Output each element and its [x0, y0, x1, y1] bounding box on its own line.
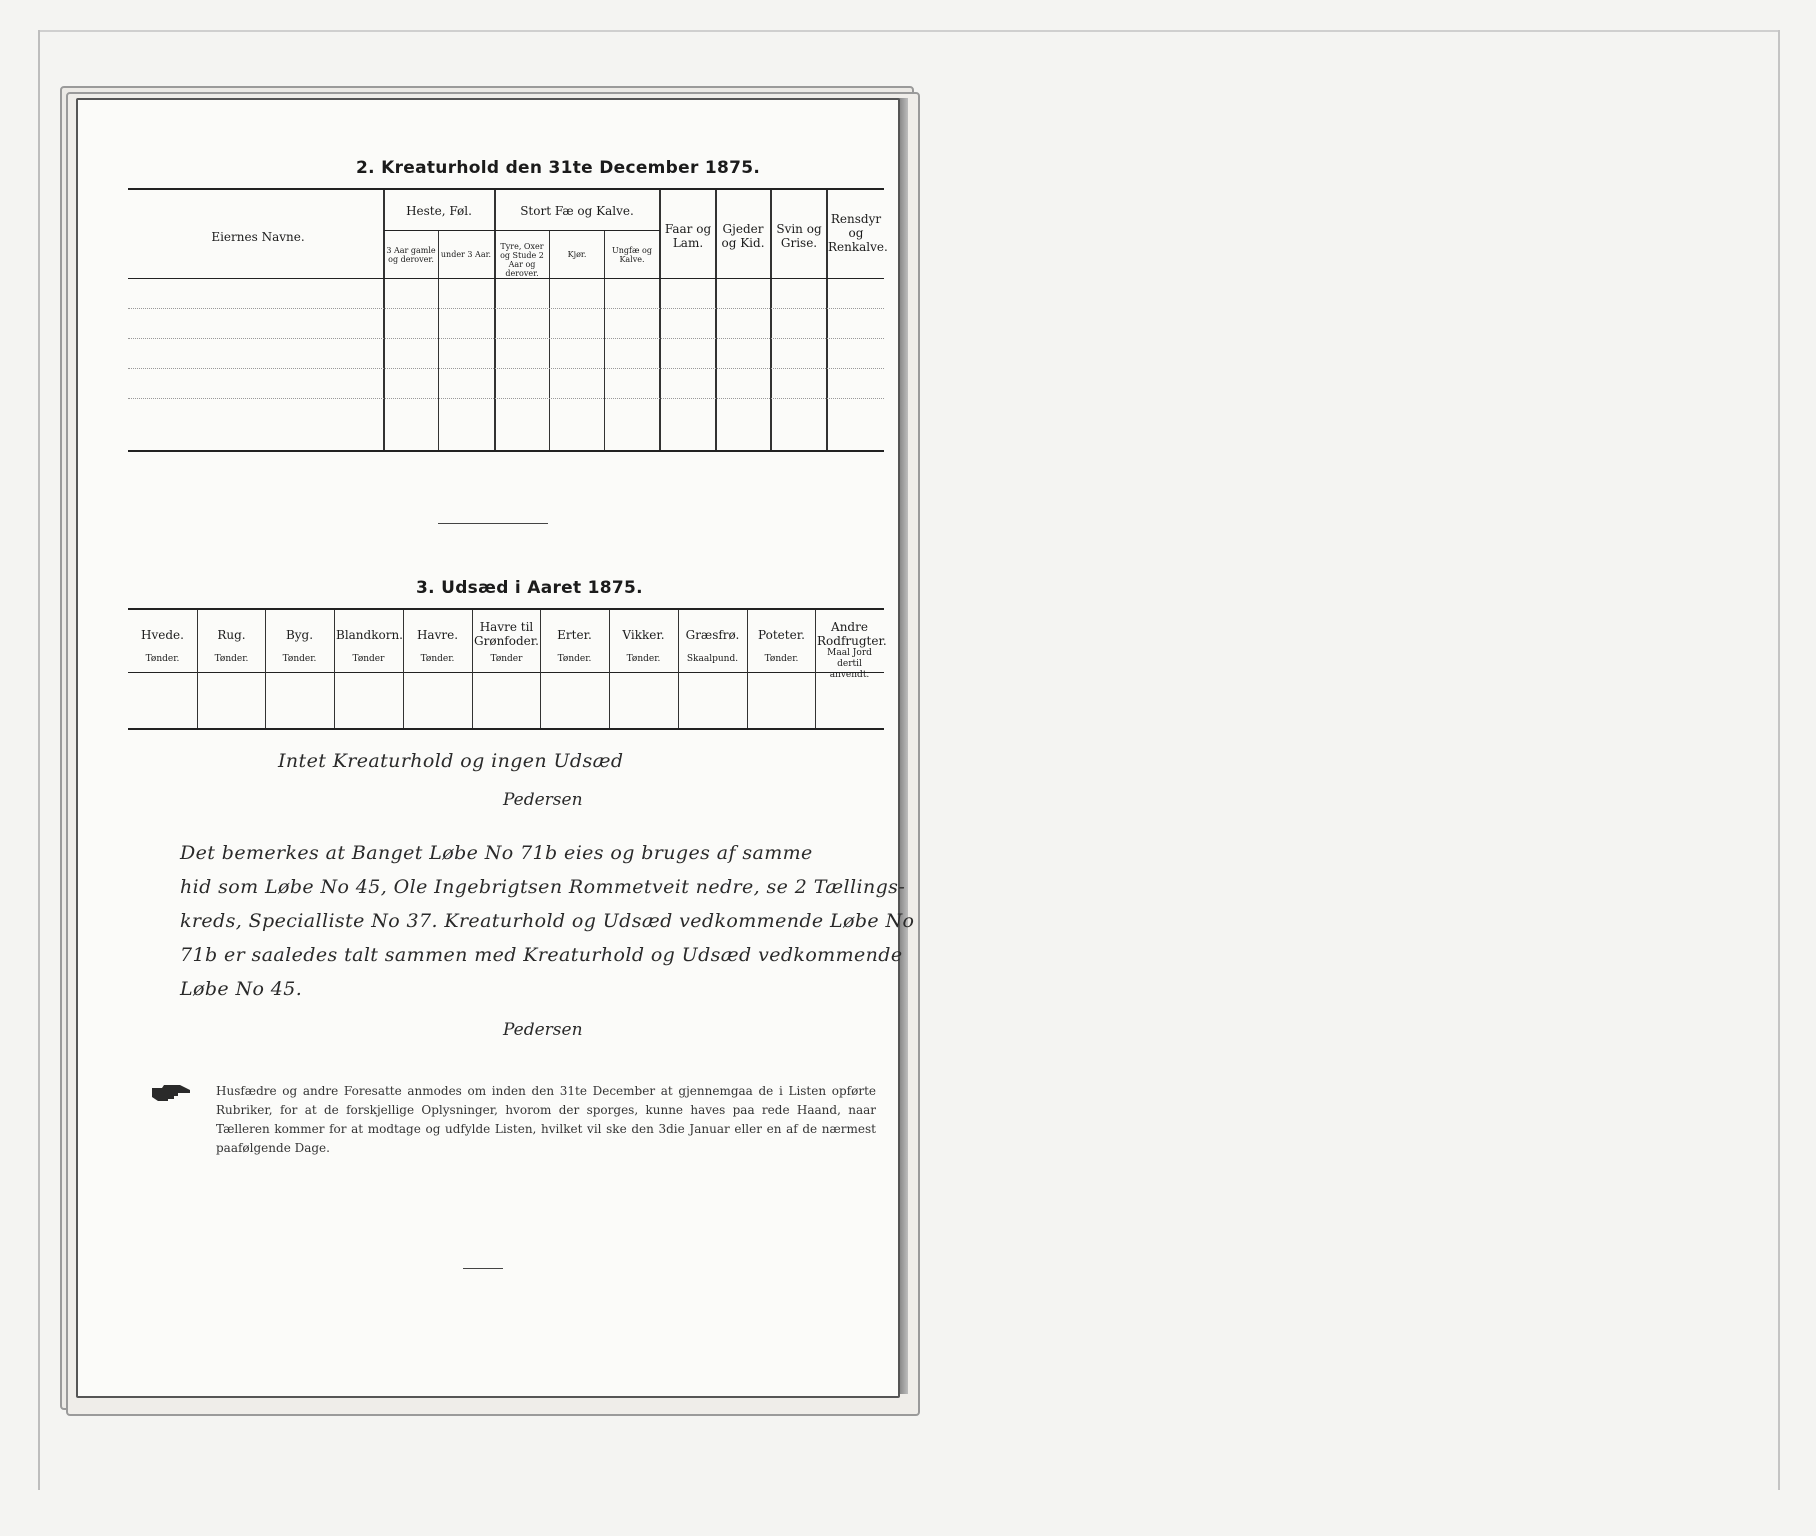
t2-vline [770, 190, 772, 450]
t2-vline [494, 190, 496, 450]
handwritten-signature-1: Pedersen [503, 790, 583, 810]
sowing-col-unit: Tønder [490, 654, 523, 664]
table2-row-line [128, 338, 884, 339]
t2-group-rule [384, 230, 660, 231]
sowing-col-header: Hvede. [141, 628, 184, 642]
reindeer-header: Rensdyr og Renkalve. [828, 212, 888, 254]
census-form-page [76, 98, 915, 1398]
section3-title: 3. Udsæd i Aaret 1875. [416, 578, 643, 598]
table3-bottom-rule [128, 728, 884, 730]
sowing-col-unit: Tønder. [557, 654, 592, 664]
sowing-col-unit: Maal Jord dertil anvendt. [827, 648, 872, 680]
sowing-col-header: Havre til Grønfoder. [474, 620, 539, 648]
sowing-col-unit: Tønder [352, 654, 385, 664]
sowing-col-header: Andre Rodfrugter. [817, 620, 887, 648]
section-divider [438, 523, 548, 524]
handwritten-note-line: Det bemerkes at Banget Løbe No 71b eies og bruges af samme [180, 842, 813, 864]
table2-row-line [128, 398, 884, 399]
t3-vline [334, 610, 335, 728]
sowing-col-unit: Tønder. [626, 654, 661, 664]
scan-border-right [1778, 30, 1780, 1490]
sowing-col-header: Græsfrø. [685, 628, 740, 642]
sowing-col-unit: Skaalpund. [686, 654, 739, 664]
owner-name-header: Eiernes Navne. [211, 230, 305, 244]
table2-header-rule [128, 278, 884, 279]
cattle-group-header: Stort Fæ og Kalve. [520, 204, 634, 218]
handwritten-note-line: kreds, Specialliste No 37. Kreaturhold og Udsæd vedkommende Løbe No [180, 910, 915, 932]
cattle-sub3-header: Ungfæ og Kalve. [612, 246, 652, 264]
scan-border-left [38, 30, 40, 1490]
cattle-sub1-header: Tyre, Oxer og Stude 2 Aar og derover. [500, 242, 544, 278]
t3-vline [540, 610, 541, 728]
scan-border-top [38, 30, 1778, 32]
sheep-header: Faar og Lam. [664, 222, 712, 250]
t3-vline [609, 610, 610, 728]
handwritten-note-line: hid som Løbe No 45, Ole Ingebrigtsen Rommetveit nedre, se 2 Tællings- [180, 876, 906, 898]
table2-row-line [128, 308, 884, 309]
t2-vline [604, 230, 605, 450]
sowing-col-header: Blandkorn. [336, 628, 403, 642]
horses-sub1-header: 3 Aar gamle og derover. [386, 246, 436, 264]
t3-vline [678, 610, 679, 728]
t3-vline [815, 610, 816, 728]
sowing-col-unit: Tønder. [420, 654, 455, 664]
bottom-divider [463, 1268, 503, 1269]
handwritten-note-line: Løbe No 45. [180, 978, 303, 1000]
t3-vline [403, 610, 404, 728]
pigs-header: Svin og Grise. [776, 222, 822, 250]
instruction-notice: Husfædre og andre Foresatte anmodes om inden den 31te December at gjennemgaa de i Listen opførte Rubriker, for at de forskjellige Oplysninger, hvorom der sporges, kunne haves paa rede Haand, naar Tælleren kommer for at modtage og udfylde Listen, hvilket vil ske den 3die Januar eller en af de nærmest paafølgende Dage. [216, 1084, 876, 1155]
t3-vline [265, 610, 266, 728]
t3-vline [747, 610, 748, 728]
sowing-col-unit: Tønder. [145, 654, 180, 664]
t2-vline [659, 190, 661, 450]
t3-vline [197, 610, 198, 728]
sowing-col-header: Byg. [285, 628, 314, 642]
t2-vline [438, 230, 439, 450]
sowing-col-unit: Tønder. [214, 654, 249, 664]
horses-sub2-header: under 3 Aar. [440, 250, 492, 259]
table3-top-rule [128, 608, 884, 610]
t2-vline [383, 190, 385, 450]
t2-vline [715, 190, 717, 450]
goats-header: Gjeder og Kid. [721, 222, 765, 250]
sowing-col-header: Erter. [557, 628, 592, 642]
horses-group-header: Heste, Føl. [406, 204, 472, 218]
pointing-hand-icon [150, 1082, 194, 1104]
t3-vline [472, 610, 473, 728]
sowing-col-header: Poteter. [758, 628, 805, 642]
table2-row-line [128, 368, 884, 369]
handwritten-signature-2: Pedersen [503, 1020, 583, 1040]
sowing-col-unit: Tønder. [764, 654, 799, 664]
sowing-col-unit: Tønder. [282, 654, 317, 664]
handwritten-no-livestock: Intet Kreaturhold og ingen Udsæd [278, 750, 624, 772]
section2-title: 2. Kreaturhold den 31te December 1875. [356, 158, 761, 178]
table3-header-rule [128, 672, 884, 673]
t2-vline [549, 230, 550, 450]
sowing-col-header: Vikker. [622, 628, 665, 642]
sowing-col-header: Havre. [416, 628, 459, 642]
cattle-sub2-header: Kjør. [567, 250, 587, 259]
sowing-col-header: Rug. [217, 628, 246, 642]
handwritten-note-line: 71b er saaledes talt sammen med Kreaturhold og Udsæd vedkommende [180, 944, 903, 966]
table2-bottom-rule [128, 450, 884, 452]
